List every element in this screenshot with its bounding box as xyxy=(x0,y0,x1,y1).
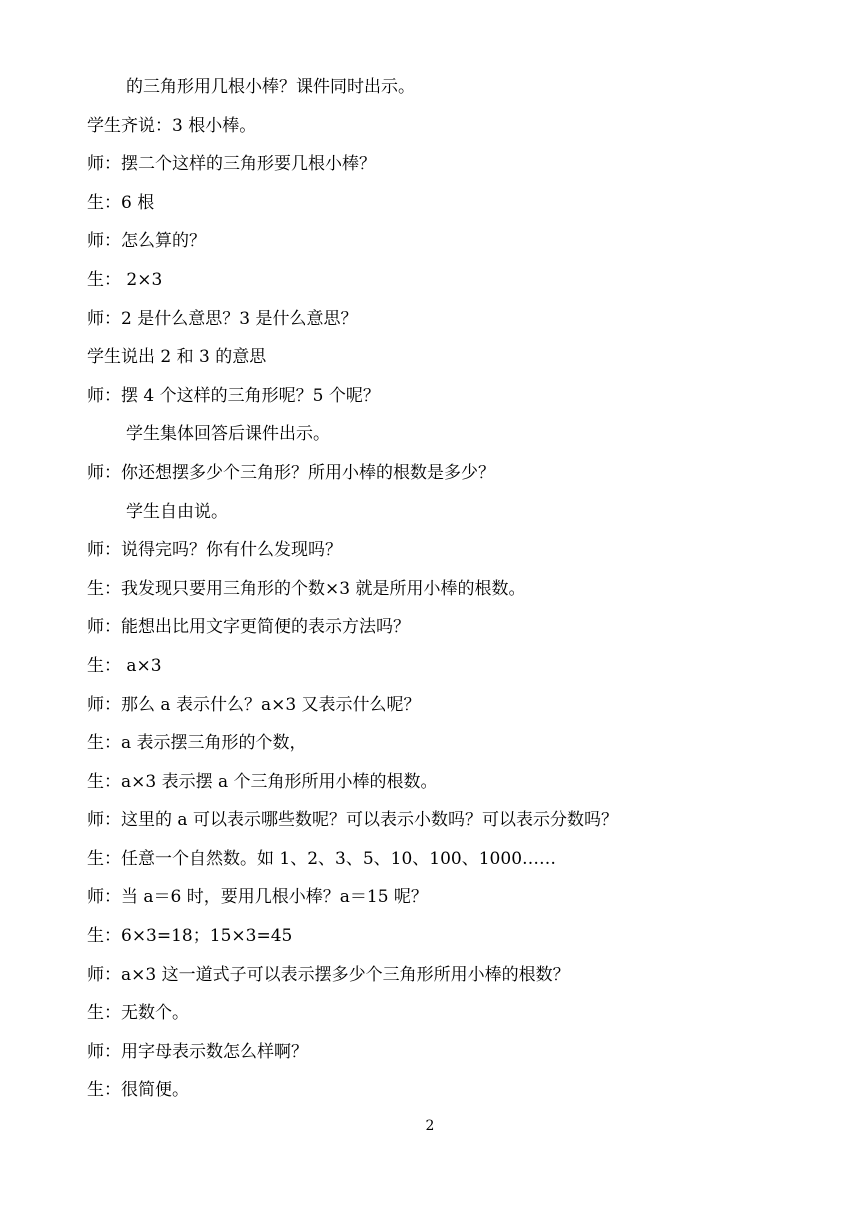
text-line: 生：很简便。 xyxy=(87,1080,189,1101)
text-line: 学生说出 2 和 3 的意思 xyxy=(87,347,267,368)
text-line: 学生齐说：3 根小棒。 xyxy=(87,115,257,136)
text-line: 生：任意一个自然数。如 1、2、3、5、10、100、1000…… xyxy=(87,848,557,869)
text-line: 师：你还想摆多少个三角形？所用小棒的根数是多少？ xyxy=(87,462,495,483)
text-line: 生： a×3 xyxy=(87,655,162,676)
text-line: 生：无数个。 xyxy=(87,1003,189,1024)
text-line: 生：6×3=18；15×3=45 xyxy=(87,926,293,947)
text-line: 师：摆二个这样的三角形要几根小棒？ xyxy=(87,154,376,175)
text-line: 的三角形用几根小棒？课件同时出示。 xyxy=(126,77,415,97)
text-line: 学生自由说。 xyxy=(126,501,228,522)
transcript-lines xyxy=(0,68,860,1110)
text-line: 师：用字母表示数怎么样啊？ xyxy=(87,1041,308,1062)
text-line: 师：那么 a 表示什么？a×3 又表示什么呢？ xyxy=(87,694,421,715)
text-line: 生：a×3 表示摆 a 个三角形所用小棒的根数。 xyxy=(87,771,438,792)
text-line: 学生集体回答后课件出示。 xyxy=(126,424,330,445)
text-line: 师：当 a＝6 时，要用几根小棒？a＝15 呢？ xyxy=(87,887,428,908)
text-line: 生：a 表示摆三角形的个数， xyxy=(87,733,307,754)
text-line: 生： 2×3 xyxy=(87,269,163,290)
text-line: 师：能想出比用文字更简便的表示方法吗？ xyxy=(87,617,410,638)
text-line: 师：怎么算的？ xyxy=(87,231,206,252)
page-number: 2 xyxy=(425,1118,435,1134)
text-line: 生：我发现只要用三角形的个数×3 就是所用小棒的根数。 xyxy=(87,578,526,599)
text-line: 生：6 根 xyxy=(87,192,155,213)
text-line: 师：摆 4 个这样的三角形呢？5 个呢？ xyxy=(87,385,380,406)
text-line: 师：这里的 a 可以表示哪些数呢？可以表示小数吗？可以表示分数吗？ xyxy=(87,810,618,831)
text-line: 师：说得完吗？你有什么发现吗？ xyxy=(87,540,342,561)
text-line: 师：a×3 这一道式子可以表示摆多少个三角形所用小棒的根数？ xyxy=(87,964,570,985)
text-line: 师：2 是什么意思？3 是什么意思？ xyxy=(87,308,358,329)
